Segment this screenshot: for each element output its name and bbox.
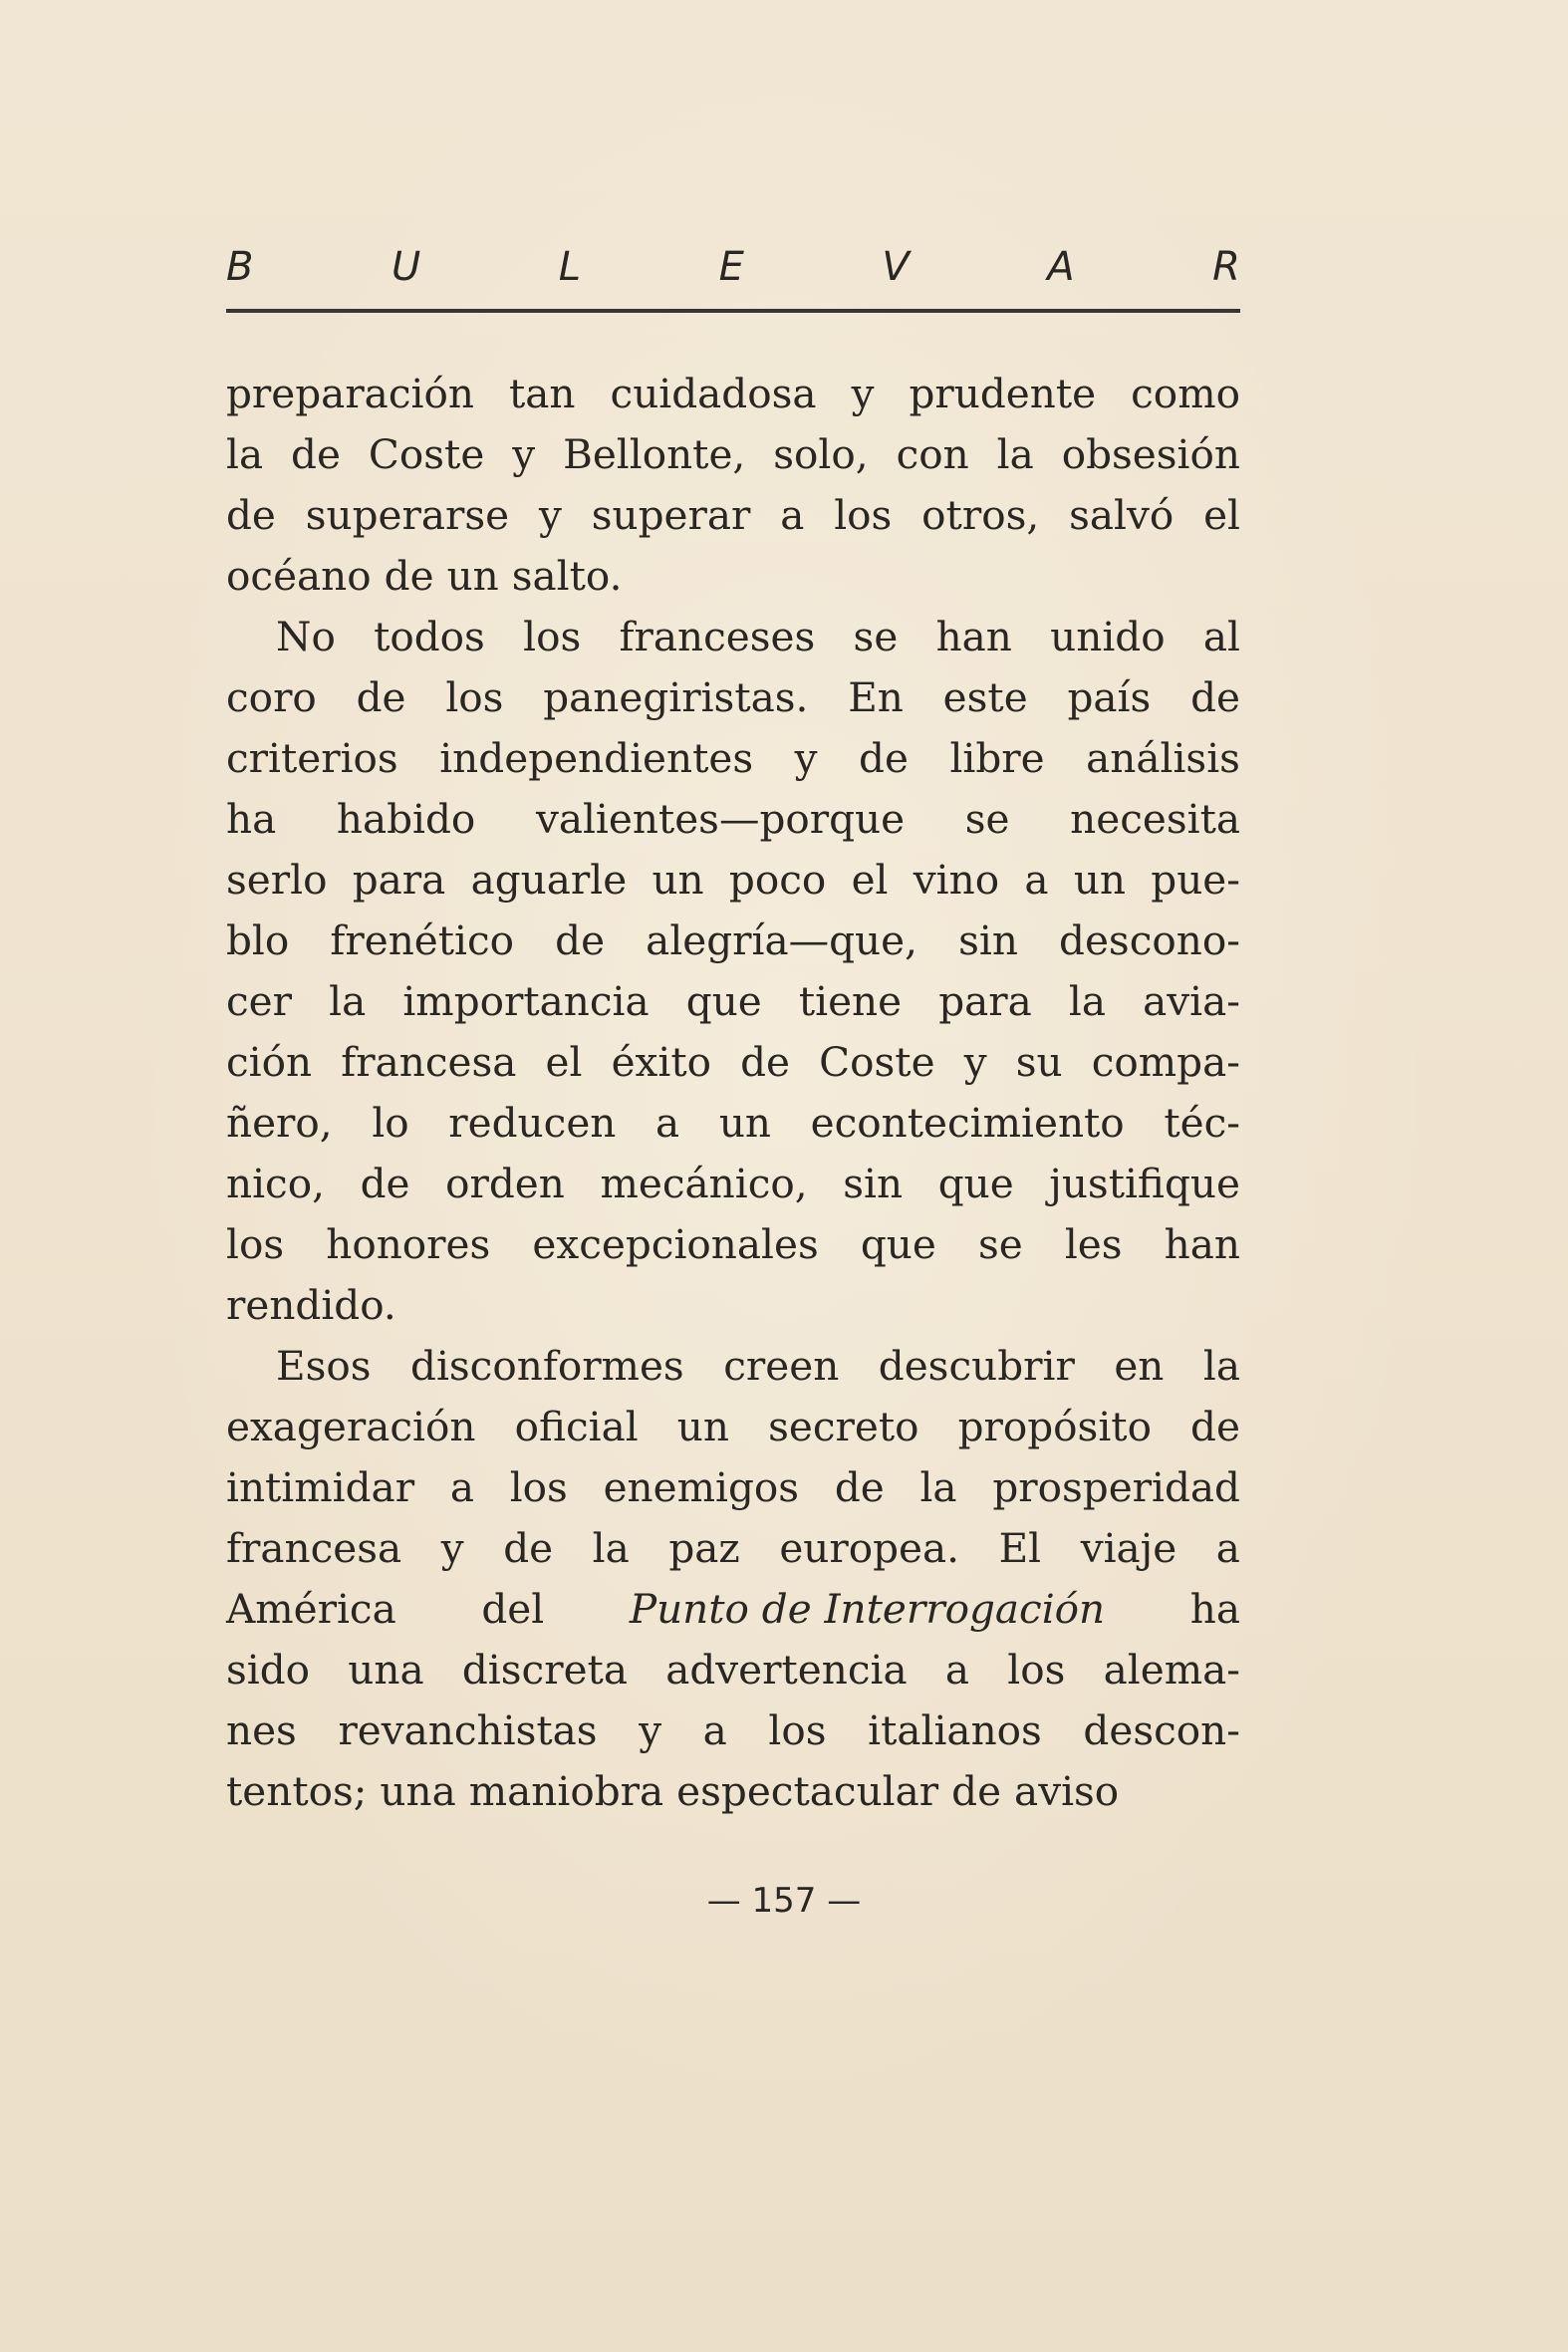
word: habido — [336, 795, 476, 843]
word: vino — [913, 856, 1000, 904]
word: y — [512, 430, 536, 478]
word: sin — [843, 1160, 904, 1207]
word: excepcionales — [532, 1220, 819, 1268]
header-rule — [226, 309, 1240, 313]
word: frenético — [330, 916, 515, 964]
word: los — [834, 491, 893, 539]
word: reducen — [448, 1099, 617, 1147]
word: a — [944, 1646, 970, 1694]
word: tiene — [798, 977, 903, 1025]
text-line — [226, 607, 1240, 667]
word: necesita — [1070, 795, 1240, 843]
word: que — [685, 977, 762, 1025]
text-line — [226, 850, 1240, 911]
header-letter: L — [558, 244, 582, 290]
text-line — [226, 1700, 1240, 1761]
word: han — [935, 613, 1012, 660]
text-line — [226, 1336, 1240, 1397]
text-line — [226, 971, 1240, 1032]
text-line — [226, 1518, 1240, 1579]
text-line — [226, 1457, 1240, 1518]
text-line — [226, 1640, 1240, 1700]
word: cuidadosa — [610, 370, 817, 417]
word: viaje — [1080, 1524, 1177, 1572]
body-text — [226, 364, 1240, 1822]
word: de — [740, 1038, 791, 1086]
word: para — [352, 856, 446, 904]
word: creen — [723, 1342, 840, 1390]
word: de — [834, 1463, 885, 1511]
word: se — [964, 795, 1010, 843]
word: franceses — [619, 613, 816, 660]
word: para — [938, 977, 1032, 1025]
word: orden — [445, 1160, 565, 1207]
text-line — [226, 1397, 1240, 1457]
word: se — [853, 613, 899, 660]
word: descono- — [1059, 916, 1240, 964]
word: salvó — [1069, 491, 1175, 539]
word: océano — [226, 552, 372, 600]
word: Coste — [368, 430, 485, 478]
word: descon- — [1083, 1706, 1240, 1754]
text-line — [226, 1275, 1240, 1336]
word: y — [851, 370, 875, 417]
word: descubrir — [878, 1342, 1075, 1390]
header-letter: U — [391, 244, 421, 290]
text-line — [226, 667, 1240, 728]
word: paz — [668, 1524, 740, 1572]
text-line — [226, 1154, 1240, 1214]
word: francesa — [226, 1524, 402, 1572]
word: espectacular — [676, 1767, 939, 1815]
word: alema- — [1103, 1646, 1240, 1694]
text-line — [226, 364, 1240, 424]
word: advertencia — [665, 1646, 908, 1694]
word: de — [356, 673, 406, 721]
header-letter: V — [882, 244, 910, 290]
word: prudente — [909, 370, 1097, 417]
word: francesa — [341, 1038, 517, 1086]
word: y — [538, 491, 562, 539]
word: panegiristas. — [543, 673, 809, 721]
word: una — [380, 1767, 456, 1815]
word: a — [1215, 1524, 1240, 1572]
text-line — [226, 424, 1240, 485]
word: a — [655, 1099, 680, 1147]
word: disconformes — [410, 1342, 684, 1390]
text-line — [226, 485, 1240, 546]
word: del — [481, 1585, 545, 1633]
text-line — [226, 1761, 1240, 1822]
word: a — [702, 1706, 727, 1754]
word: que — [937, 1160, 1014, 1207]
word: los — [509, 1463, 568, 1511]
word: otros, — [921, 491, 1040, 539]
word: de — [1190, 673, 1240, 721]
word: al — [1202, 613, 1240, 660]
word: nico, — [226, 1160, 325, 1207]
word: con — [896, 430, 969, 478]
word: y — [440, 1524, 464, 1572]
word: propósito — [957, 1403, 1152, 1450]
word: exageración — [226, 1403, 476, 1450]
word: pue- — [1151, 856, 1240, 904]
word: coro — [226, 673, 317, 721]
word: un — [652, 856, 704, 904]
word: este — [942, 673, 1028, 721]
word: econtecimiento — [810, 1099, 1125, 1147]
word: aguarle — [470, 856, 628, 904]
running-header — [226, 237, 1240, 319]
word: les — [1064, 1220, 1123, 1268]
text-line — [226, 1093, 1240, 1154]
word: se — [977, 1220, 1023, 1268]
word: mecánico, — [600, 1160, 808, 1207]
word: de — [226, 491, 276, 539]
word: ñero, — [226, 1099, 333, 1147]
word: sido — [226, 1646, 311, 1694]
word: lo — [372, 1099, 409, 1147]
word: avia- — [1143, 977, 1240, 1025]
word: un — [718, 1099, 771, 1147]
word: el — [545, 1038, 583, 1086]
word: italianos — [868, 1706, 1042, 1754]
word: justifique — [1049, 1160, 1240, 1207]
word: tan — [508, 370, 576, 417]
text-line — [226, 546, 1240, 607]
word: un — [446, 552, 499, 600]
word: la — [1202, 1342, 1240, 1390]
word: criterios — [226, 734, 398, 782]
word: y — [963, 1038, 987, 1086]
word: los — [445, 673, 504, 721]
word: la — [329, 977, 367, 1025]
word: y — [639, 1706, 662, 1754]
text-line — [226, 1579, 1240, 1640]
word: cer — [226, 977, 293, 1025]
word: de — [503, 1524, 554, 1572]
word: como — [1131, 370, 1240, 417]
word: los — [768, 1706, 827, 1754]
word: el — [851, 856, 889, 904]
word: a — [449, 1463, 474, 1511]
word: No — [276, 613, 336, 660]
word: a — [780, 491, 805, 539]
text-line — [226, 911, 1240, 971]
word: y — [794, 734, 818, 782]
word: de — [360, 1160, 410, 1207]
page-number: — 157 — — [706, 1881, 862, 1921]
text-line — [226, 728, 1240, 789]
running-title — [226, 237, 1240, 297]
word: un — [1073, 856, 1126, 904]
word: todos — [374, 613, 485, 660]
text-line — [226, 1032, 1240, 1093]
word: oficial — [514, 1403, 639, 1450]
word: serlo — [226, 856, 328, 904]
word: los — [523, 613, 582, 660]
word: ha — [226, 795, 277, 843]
word: aviso — [1014, 1767, 1120, 1815]
word: Bellonte, — [563, 430, 746, 478]
word: la — [919, 1463, 957, 1511]
word: superarse — [305, 491, 510, 539]
word: la — [592, 1524, 630, 1572]
word: de — [555, 916, 606, 964]
italic-title: Punto de Interrogación — [629, 1585, 1106, 1633]
word: América — [226, 1585, 396, 1633]
word: ha — [1189, 1585, 1240, 1633]
word: éxito — [611, 1038, 711, 1086]
word: nes — [226, 1706, 297, 1754]
word: El — [998, 1524, 1042, 1572]
word: secreto — [768, 1403, 919, 1450]
word: los — [226, 1220, 285, 1268]
word: una — [348, 1646, 424, 1694]
word: En — [848, 673, 904, 721]
word: importancia — [402, 977, 650, 1025]
word: europea. — [779, 1524, 960, 1572]
word: su — [1015, 1038, 1063, 1086]
word: de — [859, 734, 909, 782]
word: Esos — [276, 1342, 372, 1390]
word: valientes—porque — [535, 795, 906, 843]
word: alegría—que, — [646, 916, 917, 964]
word: de — [1190, 1403, 1240, 1450]
text-line — [226, 789, 1240, 850]
word: de — [951, 1767, 1002, 1815]
word: compa- — [1091, 1038, 1240, 1086]
word: honores — [326, 1220, 491, 1268]
word: rendido. — [226, 1281, 396, 1329]
word: independientes — [439, 734, 754, 782]
text-line — [226, 1214, 1240, 1275]
word: los — [1007, 1646, 1066, 1694]
word: de — [291, 430, 341, 478]
word: preparación — [226, 370, 474, 417]
word: libre — [949, 734, 1045, 782]
word: obsesión — [1061, 430, 1240, 478]
word: poco — [728, 856, 827, 904]
word: han — [1164, 1220, 1240, 1268]
word: análisis — [1086, 734, 1240, 782]
word: la — [226, 430, 264, 478]
header-letter: R — [1212, 244, 1240, 290]
word: unido — [1050, 613, 1166, 660]
word: a — [1024, 856, 1049, 904]
word: en — [1114, 1342, 1165, 1390]
word: país — [1067, 673, 1152, 721]
word: solo, — [773, 430, 869, 478]
word: sin — [958, 916, 1018, 964]
word: téc- — [1164, 1099, 1240, 1147]
word: la — [1068, 977, 1107, 1025]
header-letter: A — [1047, 244, 1075, 290]
word: un — [676, 1403, 729, 1450]
word: Coste — [819, 1038, 935, 1086]
word: intimidar — [226, 1463, 415, 1511]
word: ción — [226, 1038, 313, 1086]
word: blo — [226, 916, 290, 964]
word: prosperidad — [992, 1463, 1240, 1511]
word: tentos; — [226, 1767, 368, 1815]
word: discreta — [461, 1646, 628, 1694]
header-letter: B — [226, 244, 254, 290]
word: que — [860, 1220, 936, 1268]
word: revanchistas — [338, 1706, 598, 1754]
header-letter: E — [718, 244, 744, 290]
word: maniobra — [468, 1767, 664, 1815]
word: enemigos — [603, 1463, 800, 1511]
word: de — [384, 552, 434, 600]
word: salto. — [511, 552, 623, 600]
word: el — [1203, 491, 1240, 539]
word: superar — [591, 491, 751, 539]
word: la — [996, 430, 1034, 478]
